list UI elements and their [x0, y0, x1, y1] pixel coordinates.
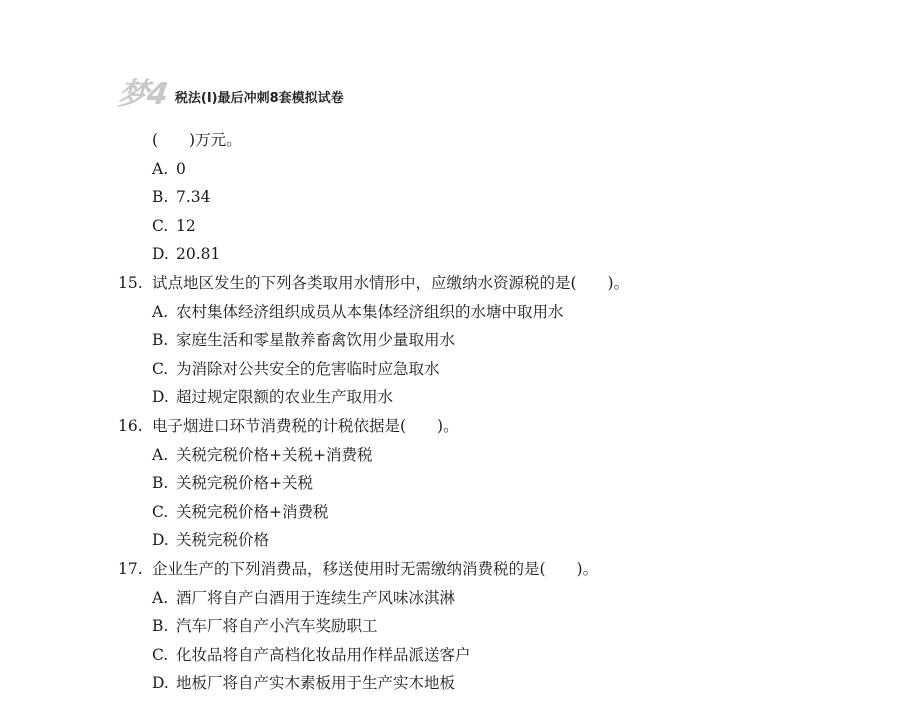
option-letter: B. [152, 617, 169, 636]
option-letter: A. [152, 445, 169, 464]
option-letter: B. [152, 188, 169, 207]
option-text: 12 [176, 216, 196, 235]
option-c [118, 212, 878, 241]
option-letter: D. [152, 674, 169, 693]
option-text: 关税完税价格 [176, 531, 270, 550]
option-text: 7.34 [176, 188, 211, 207]
question-stem-continuation: ( )万元。 [152, 131, 242, 149]
option-text: 20.81 [176, 245, 221, 264]
option-b [118, 326, 878, 355]
option-letter: D. [152, 531, 169, 550]
option-c [118, 355, 878, 384]
question-number: 15. [118, 273, 143, 292]
option-letter: D. [152, 388, 169, 407]
option-letter: C. [152, 216, 169, 235]
option-text: 为消除对公共安全的危害临时应急取水 [176, 359, 440, 378]
option-letter: A. [152, 159, 169, 178]
option-b [118, 183, 878, 212]
option-a [118, 441, 878, 470]
option-c [118, 498, 878, 527]
question-content [118, 126, 878, 698]
option-text: 酒厂将自产白酒用于连续生产风味冰淇淋 [176, 588, 456, 607]
option-letter: A. [152, 302, 169, 321]
option-text: 家庭生活和零星散养畜禽饮用少量取用水 [176, 331, 456, 350]
question-number: 16. [118, 416, 143, 435]
option-text: 超过规定限额的农业生产取用水 [176, 388, 394, 407]
option-letter: B. [152, 331, 169, 350]
option-d [118, 669, 878, 698]
option-text: 关税完税价格+关税+消费税 [176, 445, 373, 464]
question-text: 企业生产的下列消费品，移送使用时无需缴纳消费税的是( )。 [152, 559, 599, 578]
option-text: 汽车厂将自产小汽车奖励职工 [176, 617, 378, 636]
option-b [118, 469, 878, 498]
option-letter: A. [152, 588, 169, 607]
question-15-stem [118, 269, 878, 298]
option-a [118, 298, 878, 327]
option-text: 地板厂将自产实木素板用于生产实木地板 [176, 674, 456, 693]
option-b [118, 612, 878, 641]
option-text: 农村集体经济组织成员从本集体经济组织的水塘中取用水 [176, 302, 564, 321]
option-d [118, 383, 878, 412]
question-text: 电子烟进口环节消费税的计税依据是( )。 [152, 416, 459, 435]
option-letter: B. [152, 474, 169, 493]
question-number: 17. [118, 559, 143, 578]
option-letter: C. [152, 645, 169, 664]
option-d [118, 240, 878, 269]
question-text: 试点地区发生的下列各类取用水情形中，应缴纳水资源税的是( )。 [152, 273, 630, 292]
page-header [115, 70, 344, 112]
option-a [118, 584, 878, 613]
question-17-stem [118, 555, 878, 584]
book-title: 税法(Ⅰ)最后冲刺8套模拟试卷 [174, 91, 344, 106]
option-c [118, 641, 878, 670]
option-text: 0 [176, 159, 186, 178]
option-a [118, 155, 878, 184]
question-16-stem [118, 412, 878, 441]
option-letter: C. [152, 359, 169, 378]
option-text: 化妆品将自产高档化妆品用作样品派送客户 [176, 645, 471, 664]
option-text: 关税完税价格+消费税 [176, 502, 329, 521]
book-series-logo: 梦4 [115, 77, 170, 112]
option-text: 关税完税价格+关税 [176, 474, 313, 493]
option-letter: C. [152, 502, 169, 521]
option-d [118, 526, 878, 555]
option-letter: D. [152, 245, 169, 264]
